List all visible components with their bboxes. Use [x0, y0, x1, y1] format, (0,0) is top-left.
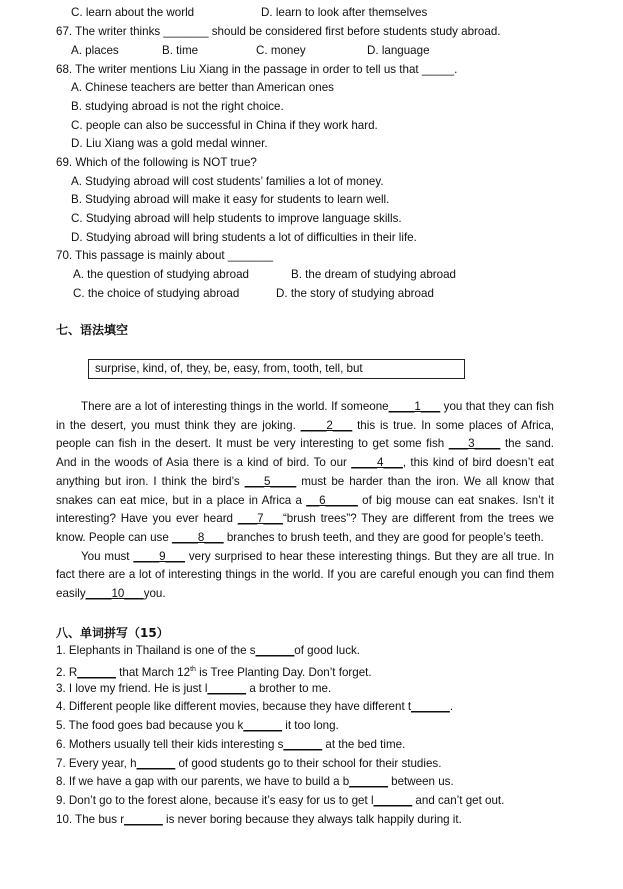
blank-field[interactable]: ______: [136, 757, 176, 770]
spelling-item-9: 9. Don’t go to the forest alone, because it’s easy for us to get l______ and can’t get out.: [56, 794, 505, 807]
q68-option-d: D. Liu Xiang was a gold medal winner.: [71, 137, 268, 150]
q69-option-d: D. Studying abroad will bring students a lot of difficulties in their life.: [71, 231, 417, 244]
q68-option-b: B. studying abroad is not the right choice.: [71, 100, 284, 113]
q67-option-a: A. places: [71, 44, 119, 57]
blank-5[interactable]: ___5____: [244, 474, 297, 488]
passage-text: You must: [81, 549, 134, 563]
q68-option-a: A. Chinese teachers are better than American ones: [71, 81, 334, 94]
cloze-paragraph-1: [56, 398, 554, 548]
q70-option-d: D. the story of studying abroad: [276, 287, 434, 300]
word-bank-box: surprise, kind, of, they, be, easy, from, tooth, tell, but: [88, 359, 465, 379]
blank-field[interactable]: ______: [373, 794, 413, 807]
spelling-item-2: 2. R______ that March 12th is Tree Planting Day. Don’t forget.: [56, 665, 372, 679]
blank-field[interactable]: ______: [243, 719, 283, 732]
q70-option-a: A. the question of studying abroad: [73, 268, 249, 281]
q67-option-d: D. language: [367, 44, 430, 57]
blank-field[interactable]: ______: [411, 700, 450, 713]
passage-text: the sand. And in the woods of Asia there is a kind of bird. To our: [56, 437, 555, 470]
q69-option-b: B. Studying abroad will make it easy for students to learn well.: [71, 193, 390, 206]
q68-stem: 68. The writer mentions Liu Xiang in the passage in order to tell us that _____.: [56, 63, 458, 76]
q67-option-b: B. time: [162, 44, 199, 57]
blank-field[interactable]: ______: [77, 665, 116, 679]
q70-option-c: C. the choice of studying abroad: [73, 287, 240, 300]
passage-text: “brush trees”? They are different from the trees we know. People can use: [56, 512, 554, 544]
q68-option-c: C. people can also be successful in China if they work hard.: [71, 119, 378, 132]
blank-1[interactable]: ____1___: [388, 400, 441, 413]
spelling-item-4: 4. Different people like different movies, because they have different t______.: [56, 700, 454, 713]
spelling-item-5: 5. The food goes bad because you k______ it too long.: [56, 719, 339, 732]
q70-stem: 70. This passage is mainly about _______: [56, 249, 273, 262]
passage-text: There are a lot of interesting things in the world. If someone: [81, 400, 389, 413]
blank-10[interactable]: ____10___: [85, 587, 144, 601]
q67-option-c: C. money: [256, 44, 306, 57]
blank-2[interactable]: ____2___: [300, 418, 353, 432]
passage-text: of big mouse can eat snakes. Isn’t it interesting? Have you ever heard: [56, 493, 554, 526]
blank-3[interactable]: ___3____: [448, 437, 501, 451]
spelling-item-10: 10. The bus r______ is never boring because they always talk happily during it.: [56, 813, 462, 826]
blank-field[interactable]: ______: [255, 644, 295, 657]
spelling-item-1: 1. Elephants in Thailand is one of the s______of good luck.: [56, 644, 361, 657]
cloze-paragraph-2: [56, 548, 554, 604]
passage-text: you.: [143, 587, 166, 601]
q69-option-c: C. Studying abroad will help students to improve language skills.: [71, 212, 402, 225]
q66-option-c: C. learn about the world: [71, 6, 195, 19]
blank-6[interactable]: __6_____: [306, 493, 358, 507]
blank-field[interactable]: ______: [349, 775, 388, 788]
blank-field[interactable]: ______: [283, 738, 323, 751]
passage-text: this is true. In some places of Africa, people can fish in the desert. It must be very interesting to get some fish: [56, 418, 554, 451]
blank-7[interactable]: ___7___: [237, 512, 283, 526]
blank-field[interactable]: ______: [207, 682, 247, 695]
cloze-passage: [56, 398, 554, 604]
q67-stem: 67. The writer thinks _______ should be considered first before students study abroad.: [56, 25, 501, 38]
blank-field[interactable]: ______: [124, 813, 163, 826]
passage-text: branches to brush teeth, and they are good for people’s teeth.: [223, 530, 544, 544]
q70-option-b: B. the dream of studying abroad: [291, 268, 456, 281]
blank-4[interactable]: ____4___: [351, 456, 403, 470]
section-8-title: 八、单词拼写（15）: [56, 626, 169, 640]
section-7-title: 七、语法填空: [56, 323, 129, 337]
passage-text: , this kind of bird doesn’t eat anything but iron. I think the bird’s: [56, 456, 554, 488]
q69-option-a: A. Studying abroad will cost students’ families a lot of money.: [71, 175, 384, 188]
q66-option-d: D. learn to look after themselves: [261, 6, 428, 19]
passage-text: must be harder than the iron. We all know that snakes can eat mice, but in a place in Africa a: [56, 474, 554, 507]
spelling-item-3: 3. I love my friend. He is just l______ a brother to me.: [56, 682, 332, 695]
blank-9[interactable]: ____9___: [133, 549, 185, 563]
spelling-item-8: 8. If we have a gap with our parents, we have to build a b______ between us.: [56, 775, 454, 788]
spelling-item-7: 7. Every year, h______ of good students go to their school for their studies.: [56, 757, 442, 770]
passage-text: you that they can fish in the desert, you must think they are joking.: [56, 400, 555, 432]
passage-text: very surprised to hear these interesting things. But they are all true. In fact there are a lot of interesting things in the world. If you are careful enough you can find them easily: [56, 549, 554, 601]
q69-stem: 69. Which of the following is NOT true?: [56, 156, 257, 169]
blank-8[interactable]: ____8___: [172, 530, 224, 544]
spelling-item-6: 6. Mothers usually tell their kids interesting s______ at the bed time.: [56, 738, 406, 751]
